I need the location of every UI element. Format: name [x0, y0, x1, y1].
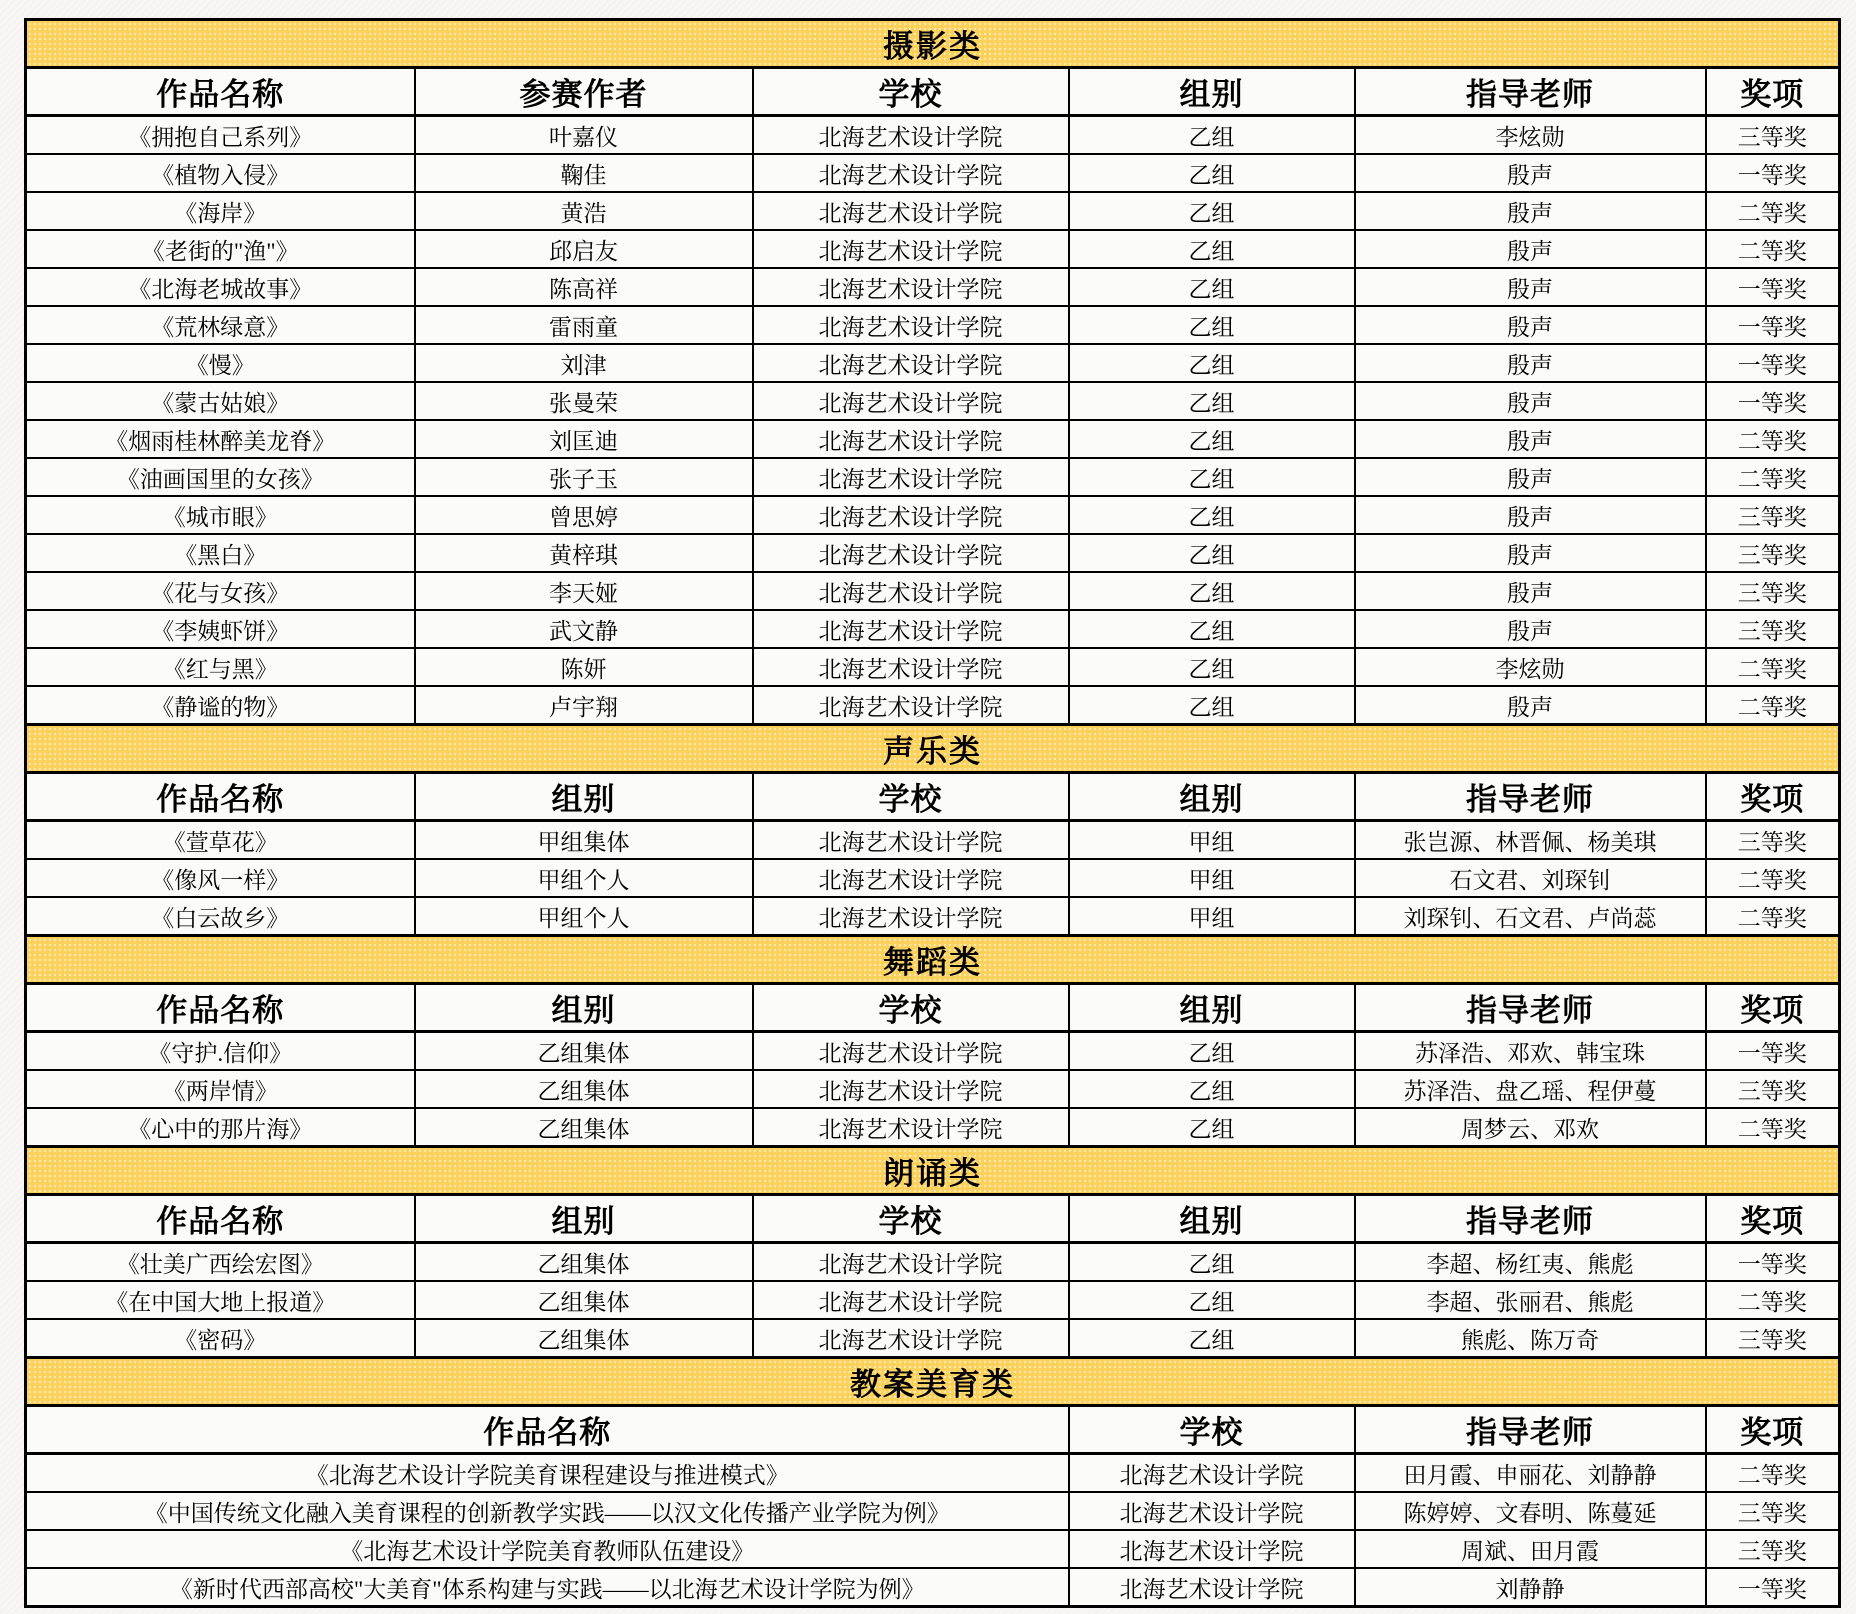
table-cell: 《北海艺术设计学院美育教师队伍建设》 — [26, 1530, 1069, 1568]
column-header: 奖项 — [1706, 1406, 1840, 1454]
table-cell: 乙组 — [1069, 306, 1355, 344]
table-cell: 李炫勋 — [1355, 648, 1706, 686]
table-cell: 乙组集体 — [415, 1070, 753, 1108]
table-cell: 乙组 — [1069, 230, 1355, 268]
table-cell: 乙组 — [1069, 1070, 1355, 1108]
table-cell: 《两岸情》 — [26, 1070, 415, 1108]
section-banner-row — [26, 1147, 1840, 1195]
table-cell: 卢宇翔 — [415, 686, 753, 725]
section-header-row — [26, 773, 1840, 821]
table-cell: 北海艺术设计学院 — [753, 648, 1069, 686]
table-cell: 张曼荣 — [415, 382, 753, 420]
table-cell: 三等奖 — [1706, 534, 1840, 572]
table-cell: 李天娅 — [415, 572, 753, 610]
table-cell: 二等奖 — [1706, 192, 1840, 230]
table-cell: 北海艺术设计学院 — [753, 268, 1069, 306]
table-cell: 乙组 — [1069, 496, 1355, 534]
table-cell: 北海艺术设计学院 — [1069, 1568, 1355, 1607]
table-cell: 乙组 — [1069, 648, 1355, 686]
table-cell: 殷声 — [1355, 496, 1706, 534]
table-cell: 《在中国大地上报道》 — [26, 1281, 415, 1319]
table-row — [26, 1243, 1840, 1282]
table-cell: 石文君、刘琛钊 — [1355, 859, 1706, 897]
table-cell: 殷声 — [1355, 420, 1706, 458]
table-cell: 北海艺术设计学院 — [1069, 1530, 1355, 1568]
table-cell: 二等奖 — [1706, 686, 1840, 725]
table-cell: 乙组集体 — [415, 1108, 753, 1147]
table-cell: 三等奖 — [1706, 1492, 1840, 1530]
table-cell: 二等奖 — [1706, 1281, 1840, 1319]
table-cell: 北海艺术设计学院 — [1069, 1492, 1355, 1530]
table-cell: 殷声 — [1355, 230, 1706, 268]
section-banner-row — [26, 1358, 1840, 1406]
table-row — [26, 1454, 1840, 1493]
table-cell: 北海艺术设计学院 — [753, 897, 1069, 936]
table-cell: 甲组集体 — [415, 821, 753, 860]
table-cell: 《烟雨桂林醉美龙脊》 — [26, 420, 415, 458]
column-header: 作品名称 — [26, 1406, 1069, 1454]
table-row — [26, 1281, 1840, 1319]
column-header: 学校 — [753, 773, 1069, 821]
section-header-row — [26, 984, 1840, 1032]
table-cell: 殷声 — [1355, 344, 1706, 382]
table-cell: 刘静静 — [1355, 1568, 1706, 1607]
table-cell: 《北海艺术设计学院美育课程建设与推进模式》 — [26, 1454, 1069, 1493]
table-row — [26, 496, 1840, 534]
table-cell: 一等奖 — [1706, 268, 1840, 306]
table-cell: 一等奖 — [1706, 154, 1840, 192]
table-cell: 《红与黑》 — [26, 648, 415, 686]
table-cell: 乙组 — [1069, 382, 1355, 420]
table-cell: 张子玉 — [415, 458, 753, 496]
table-cell: 二等奖 — [1706, 859, 1840, 897]
table-cell: 北海艺术设计学院 — [753, 458, 1069, 496]
table-cell: 殷声 — [1355, 306, 1706, 344]
column-header: 指导老师 — [1355, 1195, 1706, 1243]
table-cell: 二等奖 — [1706, 458, 1840, 496]
table-cell: 《白云故乡》 — [26, 897, 415, 936]
table-cell: 《黑白》 — [26, 534, 415, 572]
table-cell: 殷声 — [1355, 192, 1706, 230]
table-cell: 陈婷婷、文春明、陈蔓延 — [1355, 1492, 1706, 1530]
section-title: 朗诵类 — [26, 1147, 1840, 1195]
table-row — [26, 1070, 1840, 1108]
table-cell: 北海艺术设计学院 — [753, 420, 1069, 458]
table-cell: 《新时代西部高校"大美育"体系构建与实践——以北海艺术设计学院为例》 — [26, 1568, 1069, 1607]
table-row — [26, 1032, 1840, 1071]
table-cell: 北海艺术设计学院 — [753, 1070, 1069, 1108]
table-row — [26, 1492, 1840, 1530]
table-cell: 乙组 — [1069, 1032, 1355, 1071]
table-cell: 周梦云、邓欢 — [1355, 1108, 1706, 1147]
table-cell: 乙组 — [1069, 1319, 1355, 1358]
table-cell: 《静谧的物》 — [26, 686, 415, 725]
table-cell: 《守护.信仰》 — [26, 1032, 415, 1071]
table-cell: 武文静 — [415, 610, 753, 648]
column-header: 组别 — [1069, 68, 1355, 116]
table-cell: 三等奖 — [1706, 1319, 1840, 1358]
table-cell: 《心中的那片海》 — [26, 1108, 415, 1147]
table-cell: 《李姨虾饼》 — [26, 610, 415, 648]
table-cell: 乙组 — [1069, 1108, 1355, 1147]
table-cell: 乙组 — [1069, 534, 1355, 572]
table-row — [26, 192, 1840, 230]
table-cell: 一等奖 — [1706, 306, 1840, 344]
table-cell: 《慢》 — [26, 344, 415, 382]
column-header: 组别 — [1069, 773, 1355, 821]
table-cell: 《拥抱自己系列》 — [26, 116, 415, 155]
table-row — [26, 154, 1840, 192]
table-cell: 北海艺术设计学院 — [753, 686, 1069, 725]
section-title: 声乐类 — [26, 725, 1840, 773]
table-cell: 苏泽浩、盘乙瑶、程伊蔓 — [1355, 1070, 1706, 1108]
table-cell: 北海艺术设计学院 — [1069, 1454, 1355, 1493]
table-cell: 北海艺术设计学院 — [753, 1243, 1069, 1282]
table-cell: 《老街的"渔"》 — [26, 230, 415, 268]
column-header: 学校 — [753, 1195, 1069, 1243]
table-cell: 周斌、田月霞 — [1355, 1530, 1706, 1568]
table-row — [26, 1319, 1840, 1358]
table-row — [26, 306, 1840, 344]
table-cell: 北海艺术设计学院 — [753, 116, 1069, 155]
table-cell: 甲组个人 — [415, 897, 753, 936]
section-header-row — [26, 1195, 1840, 1243]
table-cell: 张岂源、林晋佩、杨美琪 — [1355, 821, 1706, 860]
column-header: 奖项 — [1706, 1195, 1840, 1243]
table-row — [26, 1568, 1840, 1607]
table-cell: 《壮美广西绘宏图》 — [26, 1243, 415, 1282]
column-header: 组别 — [415, 984, 753, 1032]
table-cell: 二等奖 — [1706, 1454, 1840, 1493]
table-cell: 北海艺术设计学院 — [753, 1032, 1069, 1071]
table-cell: 乙组 — [1069, 420, 1355, 458]
table-row — [26, 268, 1840, 306]
table-cell: 乙组 — [1069, 116, 1355, 155]
table-cell: 北海艺术设计学院 — [753, 1319, 1069, 1358]
table-cell: 乙组集体 — [415, 1281, 753, 1319]
table-cell: 二等奖 — [1706, 1108, 1840, 1147]
column-header: 指导老师 — [1355, 1406, 1706, 1454]
column-header: 组别 — [1069, 984, 1355, 1032]
table-cell: 乙组 — [1069, 268, 1355, 306]
table-cell: 《油画国里的女孩》 — [26, 458, 415, 496]
table-cell: 北海艺术设计学院 — [753, 230, 1069, 268]
column-header: 学校 — [1069, 1406, 1355, 1454]
section-banner-row — [26, 936, 1840, 984]
table-cell: 乙组 — [1069, 610, 1355, 648]
table-cell: 殷声 — [1355, 572, 1706, 610]
section-banner-row — [26, 20, 1840, 68]
table-row — [26, 821, 1840, 860]
table-cell: 三等奖 — [1706, 821, 1840, 860]
table-cell: 乙组 — [1069, 1243, 1355, 1282]
table-row — [26, 344, 1840, 382]
table-cell: 殷声 — [1355, 534, 1706, 572]
column-header: 作品名称 — [26, 984, 415, 1032]
table-cell: 乙组 — [1069, 1281, 1355, 1319]
table-cell: 乙组 — [1069, 192, 1355, 230]
table-row — [26, 420, 1840, 458]
awards-table-body — [26, 20, 1840, 1607]
table-cell: 三等奖 — [1706, 496, 1840, 534]
table-cell: 二等奖 — [1706, 420, 1840, 458]
table-cell: 《海岸》 — [26, 192, 415, 230]
table-cell: 《中国传统文化融入美育课程的创新教学实践——以汉文化传播产业学院为例》 — [26, 1492, 1069, 1530]
table-cell: 雷雨童 — [415, 306, 753, 344]
table-cell: 三等奖 — [1706, 610, 1840, 648]
column-header: 组别 — [1069, 1195, 1355, 1243]
table-cell: 甲组个人 — [415, 859, 753, 897]
table-row — [26, 897, 1840, 936]
table-cell: 《植物入侵》 — [26, 154, 415, 192]
table-cell: 乙组 — [1069, 344, 1355, 382]
table-row — [26, 230, 1840, 268]
column-header: 作品名称 — [26, 68, 415, 116]
table-cell: 北海艺术设计学院 — [753, 610, 1069, 648]
table-cell: 三等奖 — [1706, 572, 1840, 610]
table-cell: 殷声 — [1355, 382, 1706, 420]
table-cell: 甲组 — [1069, 859, 1355, 897]
table-cell: 北海艺术设计学院 — [753, 496, 1069, 534]
table-row — [26, 859, 1840, 897]
table-cell: 二等奖 — [1706, 897, 1840, 936]
table-cell: 陈高祥 — [415, 268, 753, 306]
column-header: 学校 — [753, 68, 1069, 116]
table-cell: 北海艺术设计学院 — [753, 154, 1069, 192]
table-cell: 北海艺术设计学院 — [753, 1281, 1069, 1319]
table-cell: 邱启友 — [415, 230, 753, 268]
column-header: 奖项 — [1706, 773, 1840, 821]
table-row — [26, 610, 1840, 648]
awards-table — [24, 18, 1841, 1608]
column-header: 指导老师 — [1355, 773, 1706, 821]
table-cell: 甲组 — [1069, 897, 1355, 936]
table-row — [26, 116, 1840, 155]
table-cell: 乙组 — [1069, 458, 1355, 496]
table-cell: 北海艺术设计学院 — [753, 1108, 1069, 1147]
table-cell: 北海艺术设计学院 — [753, 344, 1069, 382]
table-cell: 曾思婷 — [415, 496, 753, 534]
table-cell: 熊彪、陈万奇 — [1355, 1319, 1706, 1358]
section-title: 摄影类 — [26, 20, 1840, 68]
table-cell: 一等奖 — [1706, 1032, 1840, 1071]
column-header: 指导老师 — [1355, 68, 1706, 116]
table-row — [26, 572, 1840, 610]
table-cell: 乙组集体 — [415, 1032, 753, 1071]
column-header: 奖项 — [1706, 68, 1840, 116]
table-cell: 陈妍 — [415, 648, 753, 686]
column-header: 参赛作者 — [415, 68, 753, 116]
table-row — [26, 382, 1840, 420]
table-cell: 《蒙古姑娘》 — [26, 382, 415, 420]
column-header: 指导老师 — [1355, 984, 1706, 1032]
column-header: 组别 — [415, 773, 753, 821]
table-cell: 李超、杨红夷、熊彪 — [1355, 1243, 1706, 1282]
table-cell: 北海艺术设计学院 — [753, 859, 1069, 897]
table-cell: 殷声 — [1355, 686, 1706, 725]
column-header: 作品名称 — [26, 1195, 415, 1243]
table-cell: 苏泽浩、邓欢、韩宝珠 — [1355, 1032, 1706, 1071]
table-cell: 甲组 — [1069, 821, 1355, 860]
table-cell: 刘津 — [415, 344, 753, 382]
column-header: 组别 — [415, 1195, 753, 1243]
table-row — [26, 686, 1840, 725]
table-cell: 北海艺术设计学院 — [753, 192, 1069, 230]
table-row — [26, 534, 1840, 572]
table-cell: 乙组集体 — [415, 1319, 753, 1358]
table-cell: 刘匡迪 — [415, 420, 753, 458]
table-cell: 《密码》 — [26, 1319, 415, 1358]
table-cell: 殷声 — [1355, 458, 1706, 496]
table-row — [26, 458, 1840, 496]
table-cell: 三等奖 — [1706, 116, 1840, 155]
table-cell: 一等奖 — [1706, 1243, 1840, 1282]
table-cell: 《北海老城故事》 — [26, 268, 415, 306]
table-cell: 北海艺术设计学院 — [753, 572, 1069, 610]
table-cell: 一等奖 — [1706, 1568, 1840, 1607]
table-cell: 北海艺术设计学院 — [753, 821, 1069, 860]
column-header: 作品名称 — [26, 773, 415, 821]
table-cell: 乙组 — [1069, 154, 1355, 192]
table-cell: 李炫勋 — [1355, 116, 1706, 155]
table-cell: 一等奖 — [1706, 344, 1840, 382]
table-cell: 北海艺术设计学院 — [753, 306, 1069, 344]
table-cell: 《花与女孩》 — [26, 572, 415, 610]
section-header-row — [26, 1406, 1840, 1454]
table-cell: 乙组集体 — [415, 1243, 753, 1282]
section-title: 舞蹈类 — [26, 936, 1840, 984]
table-row — [26, 1108, 1840, 1147]
table-cell: 田月霞、申丽花、刘静静 — [1355, 1454, 1706, 1493]
table-cell: 《荒林绿意》 — [26, 306, 415, 344]
table-cell: 三等奖 — [1706, 1530, 1840, 1568]
table-cell: 乙组 — [1069, 686, 1355, 725]
table-cell: 《萱草花》 — [26, 821, 415, 860]
table-cell: 刘琛钊、石文君、卢尚蕊 — [1355, 897, 1706, 936]
table-cell: 李超、张丽君、熊彪 — [1355, 1281, 1706, 1319]
table-cell: 殷声 — [1355, 268, 1706, 306]
table-cell: 黄梓琪 — [415, 534, 753, 572]
table-cell: 二等奖 — [1706, 230, 1840, 268]
table-cell: 北海艺术设计学院 — [753, 534, 1069, 572]
table-cell: 北海艺术设计学院 — [753, 382, 1069, 420]
table-row — [26, 1530, 1840, 1568]
table-cell: 鞠佳 — [415, 154, 753, 192]
section-header-row — [26, 68, 1840, 116]
table-cell: 二等奖 — [1706, 648, 1840, 686]
table-cell: 殷声 — [1355, 154, 1706, 192]
table-cell: 叶嘉仪 — [415, 116, 753, 155]
table-row — [26, 648, 1840, 686]
table-cell: 黄浩 — [415, 192, 753, 230]
section-title: 教案美育类 — [26, 1358, 1840, 1406]
table-cell: 一等奖 — [1706, 382, 1840, 420]
table-cell: 《城市眼》 — [26, 496, 415, 534]
table-cell: 殷声 — [1355, 610, 1706, 648]
table-cell: 三等奖 — [1706, 1070, 1840, 1108]
table-cell: 乙组 — [1069, 572, 1355, 610]
column-header: 学校 — [753, 984, 1069, 1032]
column-header: 奖项 — [1706, 984, 1840, 1032]
section-banner-row — [26, 725, 1840, 773]
table-cell: 《像风一样》 — [26, 859, 415, 897]
